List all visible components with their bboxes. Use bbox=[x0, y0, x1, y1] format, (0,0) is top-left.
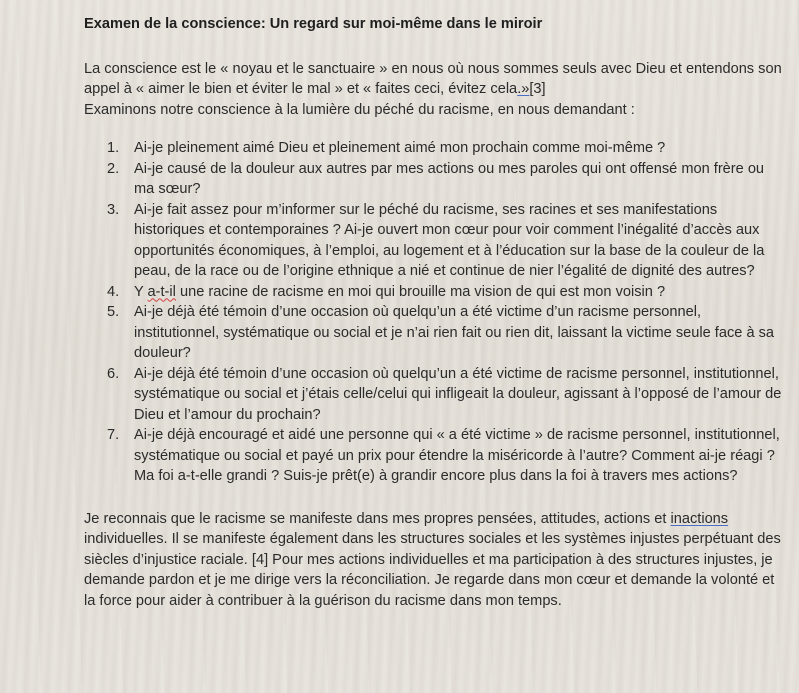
list-number: 4. bbox=[107, 283, 120, 300]
intro-prompt: Examinons notre conscience à la lumière du péché du racisme, en nous demandant : bbox=[84, 101, 635, 118]
list-number: 6. bbox=[107, 365, 120, 382]
list-text: Ai-je déjà été témoin d’une occasion où quelqu’un a été victime de racisme personnel, institutionnel, systématique ou social et j’étais celle/celui qui infligeait la douleur, agissant à l’opposé de l’amour de Dieu et l’amour du prochain? bbox=[134, 365, 782, 423]
document-page bbox=[84, 14, 784, 611]
list-number: 3. bbox=[107, 201, 120, 218]
footnote-link[interactable]: .» bbox=[517, 81, 530, 97]
list-number: 7. bbox=[107, 427, 120, 443]
closing-text: Je reconnais que le racisme se manifeste dans mes propres pensées, attitudes, actions et bbox=[84, 510, 671, 527]
list-item bbox=[84, 425, 784, 487]
list-item bbox=[84, 364, 784, 426]
list-text bbox=[134, 284, 665, 300]
spellcheck-marked-word[interactable]: a-t-il bbox=[147, 283, 176, 300]
list-item bbox=[84, 159, 784, 200]
list-text: Ai-je causé de la douleur aux autres par mes actions ou mes paroles qui ont offensé mon frère ou ma sœur? bbox=[134, 160, 765, 197]
intro-paragraph bbox=[84, 59, 784, 121]
list-item bbox=[84, 282, 784, 303]
list-text: Ai-je pleinement aimé Dieu et pleinement aimé mon prochain comme moi-même ? bbox=[134, 140, 666, 156]
list-text-part: Y bbox=[134, 283, 148, 300]
list-text-part: une racine de racisme en moi qui brouille ma vision de qui est mon voisin ? bbox=[175, 283, 666, 300]
list-number: 2. bbox=[107, 160, 120, 177]
closing-text-continued: individuelles. Il se manifeste également dans les structures sociales et les systèmes injustes perpétuant des siècles d’injustice raciale. [4] Pour mes actions individuelles et ma participation à des structures injustes, je demande pardon et je me dirige vers la réconciliation. Je regarde dans mon cœur et demande la volonté et la force pour aider à contribuer à la guérison du racisme dans mon temps. bbox=[84, 531, 781, 609]
list-text: Ai-je déjà encouragé et aidé une personne qui « a été victime » de racisme personnel, institutionnel, systématique ou social et payé un prix pour étendre la miséricorde à l’autre? Comment ai-je réagi ? Ma foi a-t-elle grandi ? Suis-je prêt(e) à grandir encore plus dans la foi à travers mes actions? bbox=[134, 427, 780, 484]
list-item bbox=[84, 138, 784, 159]
grammar-marked-word[interactable]: inactions bbox=[670, 510, 729, 527]
list-text: Ai-je fait assez pour m’informer sur le péché du racisme, ses racines et ses manifestations historiques et contemporaines ? Ai-je ouvert mon cœur pour voir comment l’inégalité d’accès aux opportunités économiques, à l’emploi, au logement et à l’éducation sur la base de la couleur de la peau, de la race ou de l’origine ethnique a nié et continue de nier l’égalité de dignité des autres? bbox=[134, 201, 765, 279]
list-item bbox=[84, 200, 784, 282]
intro-text: La conscience est le « noyau et le sanctuaire » en nous où nous sommes seuls avec Dieu et entendons son appel à « aimer le bien et éviter le mal » et « faites ceci, évitez cela bbox=[84, 60, 782, 97]
list-number: 5. bbox=[107, 304, 120, 320]
list-item bbox=[84, 302, 784, 364]
footnote-ref-3: [3] bbox=[529, 81, 546, 97]
document-title: Examen de la conscience: Un regard sur moi-même dans le miroir bbox=[84, 16, 543, 32]
examination-questions bbox=[84, 138, 784, 487]
list-number: 1. bbox=[107, 140, 120, 156]
list-text: Ai-je déjà été témoin d’une occasion où quelqu’un a été victime d’un racisme personnel, institutionnel, systématique ou social et je n’ai rien fait ou rien dit, laissant la victime seule face à sa douleur? bbox=[134, 304, 775, 361]
closing-paragraph bbox=[84, 509, 784, 612]
